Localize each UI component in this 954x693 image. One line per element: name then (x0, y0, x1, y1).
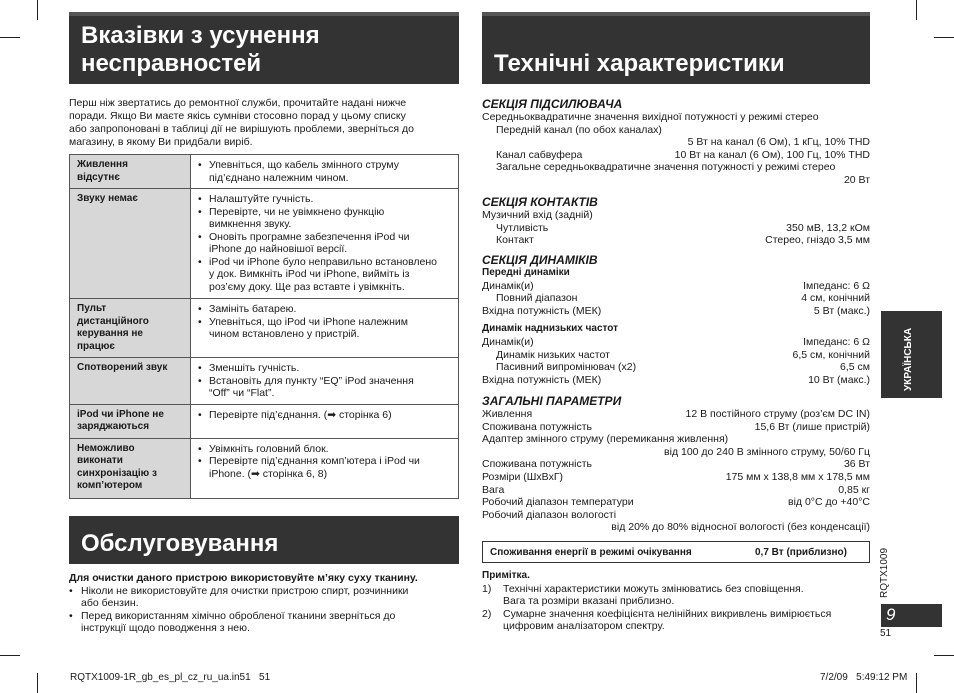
list-item: • Перед використанням хімічно обробленої тканини зверніться до інструкції щодо поводження з нею. (69, 609, 396, 634)
table-row (70, 155, 459, 189)
crop-mark (0, 655, 20, 656)
amplifier-section: СЕКЦІЯ ПІДСИЛЮВАЧА Середньоквадратичне значення вихідної потужності у режимі стерео Передній канал (по обох каналах) 5 Вт на канал (6 Ом), 1 кГц, 10% THD Канал сабвуфера 10 Вт на канал (6 Ом), 100 Гц, 10% THD Загальне середньоквадратичне значення потужності у режимі стерео 20 Вт (482, 97, 870, 186)
solution-cell (191, 404, 459, 438)
problem-cell: Неможливо виконати синхронізацію з комп’ютером (70, 438, 191, 498)
problem-cell: Живлення відсутнє (70, 155, 191, 189)
page-number-small: 51 (880, 628, 892, 639)
crop-mark (934, 655, 954, 656)
solution-cell (191, 189, 459, 299)
crop-mark (0, 37, 20, 38)
list-item: • Встановіть для пункту “EQ” iPod значення “Off” чи “Flat”. (198, 375, 452, 400)
list-item: • Упевніться, що iPod чи iPhone належним чином встановлено у пристрій. (198, 316, 452, 341)
maintenance-title: Обслуговування (81, 530, 279, 557)
list-item: • Зменшіть гучність. (198, 362, 452, 375)
list-item: • Перевірте під’єднання. (➡ сторінка 6) (198, 409, 452, 422)
standby-power-value: 0,7 Вт (приблизно) (755, 546, 847, 558)
maintenance-title-banner (69, 516, 459, 564)
troubleshooting-table (69, 154, 459, 499)
list-item: • Ніколи не використовуйте для очистки пристрою спирт, розчинники або бензин. (69, 584, 409, 609)
language-tab (881, 311, 942, 398)
table-row (70, 358, 459, 405)
page-number: 9 (886, 605, 896, 624)
table-row (70, 189, 459, 299)
table-row (70, 438, 459, 498)
banner-strip (69, 12, 459, 16)
crop-mark (934, 37, 954, 38)
solution-cell (191, 299, 459, 358)
crop-mark (37, 0, 38, 20)
list-item: • Оновіть програмне забезпечення iPod чи iPhone до найновішої версії. (198, 231, 452, 256)
maintenance-text: Для очистки даного пристрою використовуйте м’яку суху тканину. • Ніколи не використовуйте для очистки пристрою спирт, розчинники або бензин. • Перед використанням хімічно обробленої тканини зверніться до інструкції щодо поводження з нею. (69, 572, 459, 635)
list-item: • iPod чи iPhone було неправильно встановлено у док. Вимкніть iPod чи iPhone, вийміть із роз’єму доку. Ще раз вставте і увімкніть. (198, 256, 452, 294)
crop-mark (916, 673, 917, 693)
standby-power-label: Споживання енергії в режимі очікування (490, 546, 692, 558)
notes: Примітка. 1) Технічні характеристики можуть змінюватись без сповіщення. Вага та розміри вказані приблизно. 2) Сумарне значення коефіцієнта нелінійних викривлень вимірюється цифровим аналізатором спектру. (482, 570, 832, 632)
model-code: RQTX1009 (879, 547, 890, 598)
crop-mark (916, 0, 917, 20)
solution-cell (191, 438, 459, 498)
specs-title: Технічні характеристики (494, 50, 785, 77)
solution-cell (191, 155, 459, 189)
page-number-box (881, 604, 942, 627)
list-item: • Перевірте, чи не увімкнено функцію вимкнення звуку. (198, 206, 452, 231)
list-item: • Замініть батарею. (198, 303, 452, 316)
solution-cell (191, 358, 459, 405)
table-row (70, 299, 459, 358)
specs-title-banner (482, 12, 870, 84)
list-item: • Увімкніть головний блок. (198, 443, 452, 456)
problem-cell: iPod чи iPhone не заряджаються (70, 404, 191, 438)
problem-cell: Спотворений звук (70, 358, 191, 405)
standby-power-box (482, 541, 870, 563)
crop-mark (37, 673, 38, 693)
terminal-section: СЕКЦІЯ КОНТАКТІВ Музичний вхід (задній) Чутливість 350 мВ, 13,2 кОм Контакт Стерео, гніздо 3,5 мм (482, 195, 870, 247)
list-item: • Перевірте під’єднання комп’ютера і iPod чи iPhone. (➡ сторінка 6, 8) (198, 455, 452, 480)
troubleshooting-title: Вказівки з усунення несправностей (81, 22, 320, 77)
problem-cell: Пульт дистанційного керування не працює (70, 299, 191, 358)
language-tab-label: УКРАЇНСЬКА (903, 327, 914, 391)
troubleshooting-intro: Перш ніж звертатись до ремонтної служби, прочитайте надані нижче поради. Якщо Ви маєте якісь сумніви стосовно порад у цьому списку або запропоновані в таблиці дії не вирішують проблеми, зверніться до магазину, в якому Ви придбали виріб. (69, 97, 414, 148)
banner-strip (482, 12, 870, 16)
speaker-section: СЕКЦІЯ ДИНАМІКІВ Передні динаміки Динамік(и) Імпеданс: 6 Ω Повний діапазон 4 см, конічний Вхідна потужність (МЕК) 5 Вт (макс.) Динамік наднизьких частот Динамік(и) Імпеданс: 6 Ω Динамік низьких частот 6,5 см, конічний Пасивний випромінювач (x2) 6,5 см Вхідна потужність (МЕК) 10 Вт (макс.) (482, 253, 870, 386)
footer-file-info: RQTX1009-1R_gb_es_pl_cz_ru_ua.in51 51 (70, 672, 271, 683)
list-item: • Упевніться, що кабель змінного струму під’єднано належним чином. (198, 159, 452, 184)
footer-timestamp: 7/2/09 5:49:12 PM (820, 672, 908, 683)
table-row (70, 404, 459, 438)
general-section: ЗАГАЛЬНІ ПАРАМЕТРИ Живлення 12 В постійного струму (роз’єм DC IN) Споживана потужність 15,6 Вт (лише пристрій) Адаптер змінного струму (перемикання живлення) від 100 до 240 В змінного струму, 50/60 Гц Споживана потужність 36 Вт Розміри (ШxВxГ) 175 мм x 138,8 мм x 178,5 мм Вага 0,85 кг Робочий діапазон температури від 0°C до +40°C Робочий діапазон вологості від 20% до 80% відносної вологості (без конденсації) (482, 394, 870, 534)
troubleshooting-title-banner (69, 12, 459, 84)
problem-cell: Звуку немає (70, 189, 191, 299)
list-item: • Налаштуйте гучність. (198, 193, 452, 206)
